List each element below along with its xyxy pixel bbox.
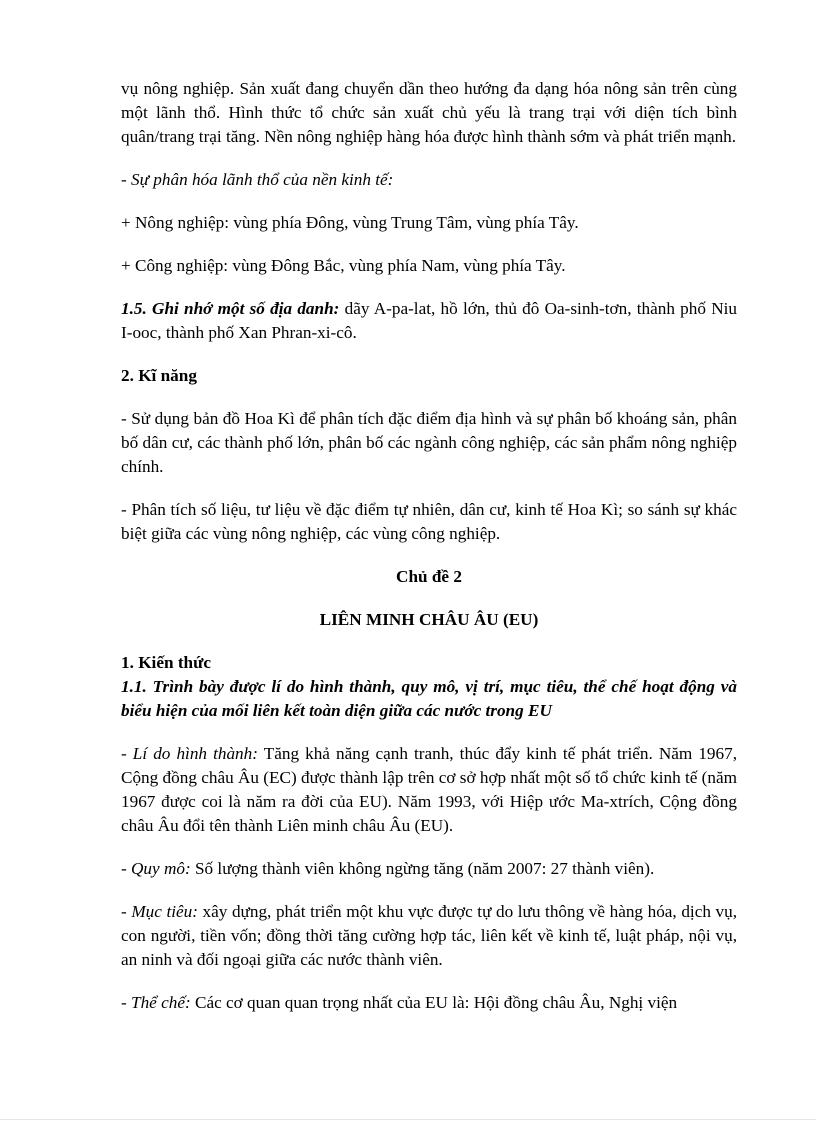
paragraph-agriculture-regions: + Nông nghiệp: vùng phía Đông, vùng Trung Tâm, vùng phía Tây. — [121, 213, 579, 232]
goals-label: - Mục tiêu: — [121, 902, 198, 921]
paragraph-territorial-differentiation: - Sự phân hóa lãnh thổ của nền kinh tế: — [121, 170, 394, 189]
paragraph-industry-regions: + Công nghiệp: vùng Đông Bắc, vùng phía Nam, vùng phía Tây. — [121, 256, 566, 275]
paragraph-institutions — [121, 991, 737, 1015]
paragraph-formation-reason — [121, 742, 737, 838]
paragraph-place-names — [121, 297, 737, 345]
paragraph-agriculture-trend: vụ nông nghiệp. Sản xuất đang chuyển dần theo hướng đa dạng hóa nông sản trên cùng một lãnh thổ. Hình thức tổ chức sản xuất chủ yếu là trang trại với diện tích bình quân/trang trại tăng. Nền nông nghiệp hàng hóa được hình thành sớm và phát triển mạnh. — [121, 79, 737, 146]
heading-skills: 2. Kĩ năng — [121, 366, 197, 385]
goals-text: xây dựng, phát triển một khu vực được tự do lưu thông về hàng hóa, dịch vụ, con người, tiền vốn; đồng thời tăng cường hợp tác, liên kết về kinh tế, luật pháp, nội vụ, an ninh và đối ngoại giữa các nước thành viên. — [121, 902, 737, 969]
paragraph-scale — [121, 857, 737, 881]
paragraph-goals — [121, 900, 737, 972]
formation-reason-text: Tăng khả năng cạnh tranh, thúc đẩy kinh tế phát triển. Năm 1967, Cộng đồng châu Âu (EC) được thành lập trên cơ sở hợp nhất một số tổ chức kinh tế (năm 1967 được coi là năm ra đời của EU). Năm 1993, với Hiệp ước Ma-xtrích, Cộng đồng châu Âu đổi tên thành Liên minh châu Âu (EU). — [121, 744, 737, 835]
topic-title: Chủ đề 2 — [396, 567, 462, 586]
scale-label: - Quy mô: — [121, 859, 191, 878]
heading-knowledge: 1. Kiến thức — [121, 653, 212, 672]
institutions-label: - Thể chế: — [121, 993, 191, 1012]
institutions-text: Các cơ quan quan trọng nhất của EU là: Hội đồng châu Âu, Nghị viện — [190, 993, 678, 1012]
document-page — [121, 77, 737, 1015]
topic-subtitle: LIÊN MINH CHÂU ÂU (EU) — [319, 610, 539, 629]
subheading-eu-formation: 1.1. Trình bày được lí do hình thành, quy mô, vị trí, mục tiêu, thể chế hoạt động và biểu hiện của mối liên kết toàn diện giữa các nước trong EU — [121, 677, 737, 720]
place-names-label: 1.5. Ghi nhớ một số địa danh: — [121, 299, 340, 318]
formation-reason-label: - Lí do hình thành: — [121, 744, 258, 763]
paragraph-data-skill: - Phân tích số liệu, tư liệu về đặc điểm tự nhiên, dân cư, kinh tế Hoa Kì; so sánh sự khác biệt giữa các vùng nông nghiệp, các vùng công nghiệp. — [121, 500, 737, 543]
paragraph-map-skill: - Sử dụng bản đồ Hoa Kì để phân tích đặc điểm địa hình và sự phân bố khoáng sản, phân bố dân cư, các thành phố lớn, phân bố các ngành công nghiệp, các sản phẩm nông nghiệp chính. — [121, 409, 737, 476]
scale-text: Số lượng thành viên không ngừng tăng (năm 2007: 27 thành viên). — [190, 859, 655, 878]
place-names-text: dãy A-pa-lat, hồ lớn, thủ đô Oa-sinh-tơn, thành phố Niu I-ooc, thành phố Xan Phran-xi-cô. — [121, 299, 737, 342]
page-bottom-divider — [0, 1119, 816, 1120]
